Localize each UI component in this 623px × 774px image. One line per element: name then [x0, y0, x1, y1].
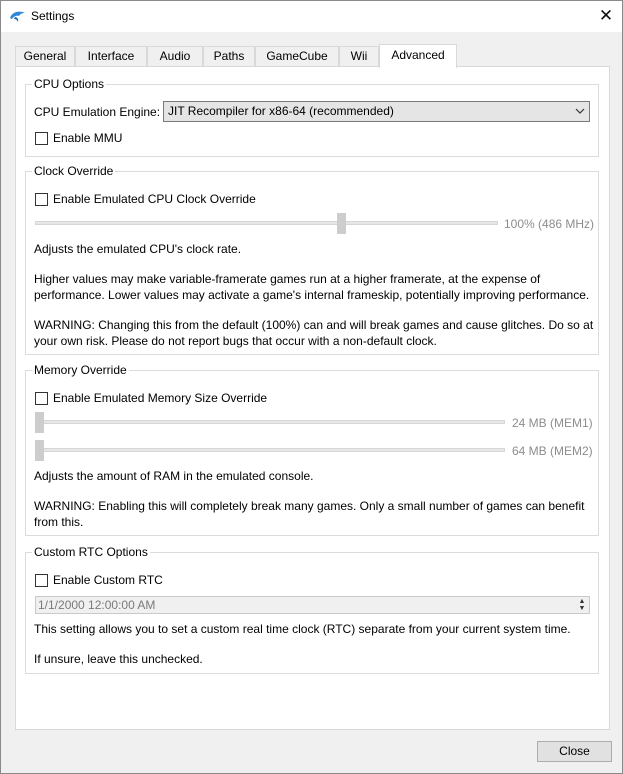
tab-advanced[interactable]: Advanced: [379, 44, 457, 68]
mem2-slider-track[interactable]: [35, 448, 505, 452]
clock-override-checkbox[interactable]: [35, 193, 48, 206]
rtc-hint: If unsure, leave this unchecked.: [34, 652, 203, 666]
clock-slider-thumb[interactable]: [337, 213, 346, 234]
spin-updown-icon[interactable]: ▲ ▼: [578, 598, 586, 612]
memory-desc: Adjusts the amount of RAM in the emulated console.: [34, 469, 314, 483]
mem1-slider-track[interactable]: [35, 420, 505, 424]
tab-audio[interactable]: Audio: [147, 46, 203, 67]
advanced-panel: [15, 66, 610, 730]
tab-gamecube[interactable]: GameCube: [255, 46, 339, 67]
cpu-options-group: [25, 77, 599, 157]
chevron-down-icon: [574, 105, 586, 117]
tab-paths[interactable]: Paths: [203, 46, 255, 67]
cpu-engine-select[interactable]: [163, 101, 590, 122]
mem1-slider-thumb[interactable]: [35, 412, 44, 433]
mem1-value: 24 MB (MEM1): [512, 416, 593, 430]
rtc-desc: This setting allows you to set a custom real time clock (RTC) separate from your current system time.: [34, 622, 571, 636]
custom-rtc-title: Custom RTC Options: [34, 545, 148, 559]
cpu-options-title: CPU Options: [34, 77, 105, 91]
clock-override-title: Clock Override: [34, 164, 114, 178]
memory-override-title: Memory Override: [34, 363, 127, 377]
custom-rtc-checkbox[interactable]: [35, 574, 48, 587]
memory-override-label: Enable Emulated Memory Size Override: [53, 391, 268, 405]
mem2-slider-thumb[interactable]: [35, 440, 44, 461]
rtc-datetime-value: 1/1/2000 12:00:00 AM: [38, 598, 156, 612]
custom-rtc-group: [25, 545, 599, 674]
memory-warning-line2: from this.: [34, 515, 84, 529]
title-bar: [1, 1, 622, 32]
tab-general[interactable]: General: [15, 46, 75, 67]
clock-slider-track[interactable]: [35, 221, 498, 225]
mmu-checkbox[interactable]: [35, 132, 48, 145]
custom-rtc-label: Enable Custom RTC: [53, 573, 163, 587]
clock-override-group: [25, 164, 599, 355]
clock-override-label: Enable Emulated CPU Clock Override: [53, 192, 256, 206]
dolphin-app-icon: [9, 9, 26, 23]
clock-warning-line1: WARNING: Changing this from the default (100%) can and will break games and cause glitches. Do so at: [34, 318, 594, 332]
close-button[interactable]: Close: [537, 741, 612, 762]
window-close-icon[interactable]: ✕: [598, 6, 614, 25]
clock-desc-line1: Higher values may make variable-framerate games run at a higher framerate, at the expense of: [34, 272, 541, 286]
memory-override-group: [25, 363, 599, 536]
cpu-engine-value: JIT Recompiler for x86-64 (recommended): [168, 104, 394, 118]
clock-desc: Adjusts the emulated CPU's clock rate.: [34, 242, 242, 256]
clock-desc-line2: performance. Lower values may activate a game's internal frameskip, potentially improving performance.: [34, 288, 590, 302]
clock-warning-line2: your own risk. Please do not report bugs that occur with a non-default clock.: [34, 334, 437, 348]
memory-override-checkbox[interactable]: [35, 392, 48, 405]
tab-wii[interactable]: Wii: [339, 46, 379, 67]
rtc-datetime-field[interactable]: [35, 596, 590, 614]
cpu-engine-label: CPU Emulation Engine:: [34, 105, 161, 119]
tab-interface[interactable]: Interface: [75, 46, 147, 67]
clock-slider-value: 100% (486 MHz): [504, 217, 595, 231]
memory-warning-line1: WARNING: Enabling this will completely break many games. Only a small number of games can benefit: [34, 499, 585, 513]
mmu-label: Enable MMU: [53, 131, 123, 145]
window-title: Settings: [31, 9, 75, 23]
mem2-value: 64 MB (MEM2): [512, 444, 593, 458]
